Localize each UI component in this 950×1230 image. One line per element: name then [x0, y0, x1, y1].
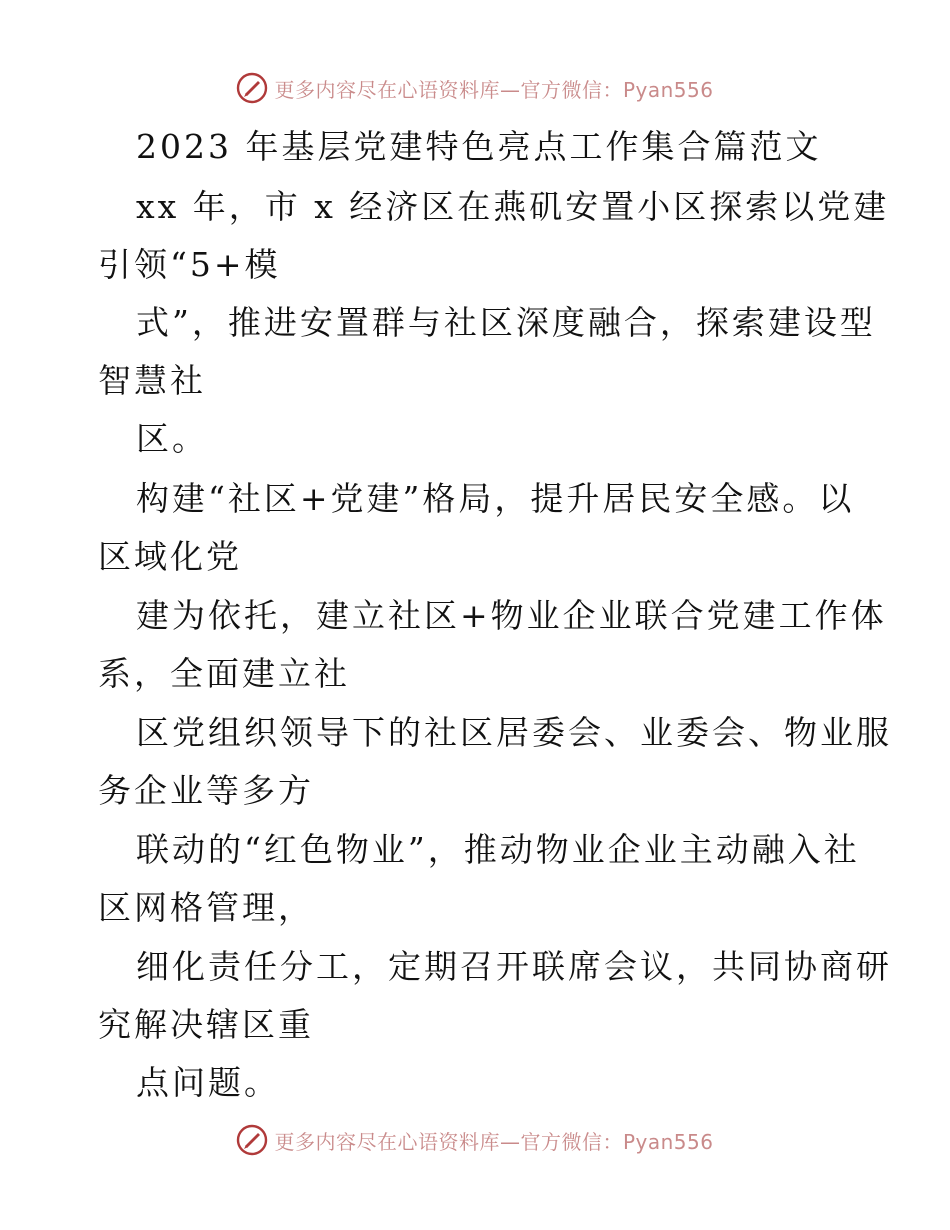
- paragraph-line: 系，全面建立社: [98, 654, 350, 693]
- watermark-text: 更多内容尽在心语资料库—官方微信：Pyan556: [274, 1129, 714, 1154]
- paragraph-line: 务企业等多方: [98, 771, 314, 810]
- paragraph-line: 区域化党: [98, 537, 242, 576]
- paragraph-line: 建为依托，建立社区+物业企业联合党建工作体: [136, 596, 887, 635]
- quill-logo-icon: [236, 1124, 268, 1156]
- paragraph-line: 联动的“红色物业”，推动物业企业主动融入社: [136, 830, 860, 869]
- document-title: 2023 年基层党建特色亮点工作集合篇范文: [136, 127, 822, 166]
- paragraph-line: 区网格管理，: [98, 888, 314, 927]
- paragraph-line: 式”，推进安置群与社区深度融合，探索建设型: [136, 303, 876, 342]
- paragraph-line: 构建“社区+党建”格局，提升居民安全感。以: [136, 479, 855, 518]
- paragraph-line: 智慧社: [98, 361, 206, 400]
- paragraph-line: 区党组织领导下的社区居委会、业委会、物业服: [136, 713, 892, 752]
- paragraph-line: 细化责任分工，定期召开联席会议，共同协商研: [136, 947, 892, 986]
- paragraph-line: 区。: [136, 419, 208, 458]
- paragraph-line: xx 年，市 x 经济区在燕矶安置小区探索以党建: [136, 187, 890, 226]
- watermark-footer: [0, 1124, 950, 1156]
- paragraph-line: 引领“5+模: [98, 245, 281, 284]
- paragraph-line: 究解决辖区重: [98, 1005, 314, 1044]
- paragraph-line: 点问题。: [136, 1063, 280, 1102]
- watermark-text: 更多内容尽在心语资料库—官方微信：Pyan556: [274, 77, 714, 102]
